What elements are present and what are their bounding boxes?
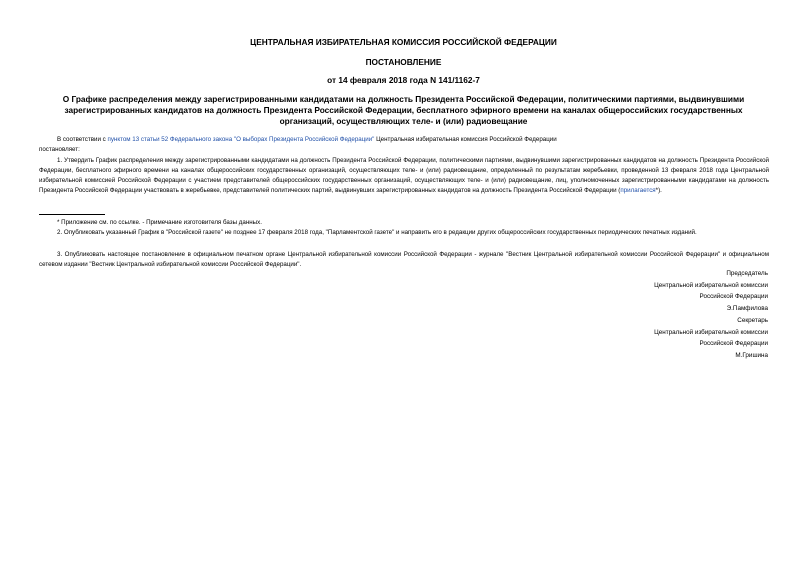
intro-paragraph — [39, 135, 769, 155]
document-title: О Графике распределения между зарегистрированными кандидатами на должность Президента Российской Федерации, политическими партиями, выдвинувшими зарегистрированных кандидатов на должность Президента Российской Федерации, бесплатного эфирного времени на каналах общероссийских государственных организаций, осуществляющих теле- и (или) радиовещание — [62, 94, 745, 126]
intro-prefix: В соответствии с — [57, 136, 108, 143]
item-1-end: *). — [655, 187, 662, 195]
date-number-heading: от 14 февраля 2018 года N 141/1162-7 — [327, 75, 480, 85]
item-2-paragraph: 2. Опубликовать указанный График в "Российской газете" не позднее 17 февраля 2018 года, "Парламентской газете" и направить его в редакции других общероссийских государственных периодических печатных изданий. — [57, 229, 697, 236]
footnote-text: * Приложение см. по ссылке. - Примечание изготовителя базы данных. — [57, 219, 262, 226]
item-3-paragraph: 3. Опубликовать настоящее постановление в официальном печатном органе Центральной избирательной комиссии Российской Федерации - журнале "Вестник Центральной избирательной комиссии Российской Федерации" и официальном сетевом издании "Вестник Центральной избирательной комиссии Российской Федерации". — [39, 251, 769, 269]
appendix-link[interactable]: прилагается — [620, 187, 656, 195]
chair-title: Председатель — [726, 270, 768, 277]
chair-country: Российской Федерации — [699, 293, 768, 301]
chair-name: Э.Памфилова — [726, 305, 768, 313]
law-article-link[interactable]: пунктом 13 статьи 52 Федерального закона "О выборах Президента Российской Федерации" — [107, 136, 375, 143]
document-type-heading: ПОСТАНОВЛЕНИЕ — [365, 57, 442, 67]
secretary-title: Секретарь — [737, 316, 768, 324]
footnote-separator — [39, 214, 105, 215]
intro-suffix: Центральная избирательная комиссия Российской Федерации — [374, 136, 557, 143]
item-1-paragraph — [39, 156, 769, 196]
chair-commission: Центральной избирательной комиссии — [654, 281, 768, 289]
item-1-text: 1. Утвердить График распределения между зарегистрированными кандидатами на должность Президента Российской Федерации, политическими партиями, выдвинувшими зарегистрированных кандидатов на должность Президента Российской Федерации, бесплатного эфирного времени на каналах общероссийских государственных организаций, осуществляющих теле- и (или) радиовещание, определенный по результатам жеребьевки, проведенной 13 февраля 2018 года Центральной избирательной комиссией Российской Федерации с участием представителей общероссийских государственных организаций, осуществляющих теле- и (или) радиовещание, лиц, уполномоченных зарегистрированными кандидатами на должность Президента Российской Федерации участвовать в жеребьевке, представителей политических партий, выдвинувших зарегистрированных кандидатов на должность Президента Российской Федерации ( — [39, 157, 769, 195]
resolves-text: постановляет: — [39, 146, 80, 154]
organization-heading: ЦЕНТРАЛЬНАЯ ИЗБИРАТЕЛЬНАЯ КОМИССИЯ РОССИЙСКОЙ ФЕДЕРАЦИИ — [250, 37, 557, 47]
secretary-commission: Центральной избирательной комиссии — [654, 328, 768, 336]
secretary-name: М.Гришина — [735, 351, 768, 359]
signature-block — [654, 268, 768, 362]
secretary-country: Российской Федерации — [699, 340, 768, 348]
